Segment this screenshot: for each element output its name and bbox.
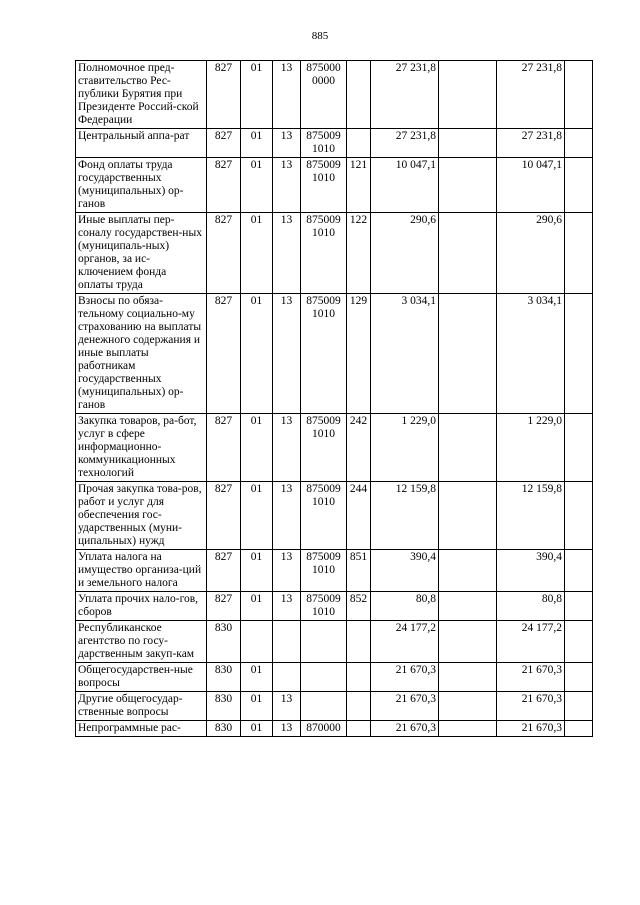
target-article-code: 875009 1010 xyxy=(301,414,347,482)
amount-total-cell: 3 034,1 xyxy=(497,294,565,414)
admin-code: 827 xyxy=(207,294,241,414)
table-row xyxy=(76,692,593,721)
subsection-code xyxy=(273,621,301,663)
subsection-code: 13 xyxy=(273,294,301,414)
amount-cell: 12 159,8 xyxy=(371,482,439,550)
item-name: Полномочное пред-ставительство Рес-публики Бурятия при Президенте Россий-ской Федерации xyxy=(76,61,207,129)
target-article-code: 870000 xyxy=(301,721,347,737)
item-name: Другие общегосудар-ственные вопросы xyxy=(76,692,207,721)
empty-cell xyxy=(439,482,497,550)
expense-type-code xyxy=(347,721,371,737)
expense-type-code: 242 xyxy=(347,414,371,482)
section-code: 01 xyxy=(241,482,273,550)
empty-cell xyxy=(439,692,497,721)
table-row xyxy=(76,414,593,482)
subsection-code: 13 xyxy=(273,129,301,158)
target-article-code: 875009 1010 xyxy=(301,158,347,213)
amount-cell: 3 034,1 xyxy=(371,294,439,414)
empty-cell xyxy=(439,550,497,592)
subsection-code: 13 xyxy=(273,414,301,482)
empty-cell xyxy=(565,213,593,294)
page-number: 885 xyxy=(311,30,329,42)
empty-cell xyxy=(439,621,497,663)
admin-code: 827 xyxy=(207,592,241,621)
subsection-code: 13 xyxy=(273,482,301,550)
amount-total-cell: 27 231,8 xyxy=(497,129,565,158)
empty-cell xyxy=(565,692,593,721)
section-code: 01 xyxy=(241,294,273,414)
empty-cell xyxy=(439,213,497,294)
table-row xyxy=(76,213,593,294)
target-article-code: 875009 1010 xyxy=(301,129,347,158)
admin-code: 827 xyxy=(207,482,241,550)
amount-cell: 21 670,3 xyxy=(371,721,439,737)
table-row xyxy=(76,592,593,621)
admin-code: 830 xyxy=(207,721,241,737)
amount-total-cell: 24 177,2 xyxy=(497,621,565,663)
empty-cell xyxy=(565,158,593,213)
item-name: Закупка товаров, ра-бот, услуг в сфере информационно-коммуникационных технологий xyxy=(76,414,207,482)
table-row xyxy=(76,129,593,158)
section-code: 01 xyxy=(241,213,273,294)
target-article-code: 875009 1010 xyxy=(301,550,347,592)
section-code: 01 xyxy=(241,129,273,158)
table-row xyxy=(76,663,593,692)
section-code: 01 xyxy=(241,692,273,721)
admin-code: 827 xyxy=(207,61,241,129)
empty-cell xyxy=(439,294,497,414)
amount-cell: 80,8 xyxy=(371,592,439,621)
item-name: Республиканское агентство по госу-дарственным закуп-кам xyxy=(76,621,207,663)
subsection-code: 13 xyxy=(273,550,301,592)
expense-type-code xyxy=(347,61,371,129)
empty-cell xyxy=(565,129,593,158)
section-code: 01 xyxy=(241,550,273,592)
item-name: Общегосударствен-ные вопросы xyxy=(76,663,207,692)
table-row xyxy=(76,721,593,737)
admin-code: 827 xyxy=(207,129,241,158)
amount-total-cell: 21 670,3 xyxy=(497,692,565,721)
subsection-code: 13 xyxy=(273,213,301,294)
amount-total-cell: 80,8 xyxy=(497,592,565,621)
table-row xyxy=(76,482,593,550)
empty-cell xyxy=(439,414,497,482)
admin-code: 827 xyxy=(207,550,241,592)
target-article-code: 875009 1010 xyxy=(301,482,347,550)
expense-type-code: 852 xyxy=(347,592,371,621)
target-article-code: 875009 1010 xyxy=(301,592,347,621)
amount-cell: 10 047,1 xyxy=(371,158,439,213)
section-code: 01 xyxy=(241,663,273,692)
admin-code: 830 xyxy=(207,692,241,721)
subsection-code xyxy=(273,663,301,692)
empty-cell xyxy=(565,294,593,414)
empty-cell xyxy=(439,592,497,621)
empty-cell xyxy=(439,61,497,129)
expense-type-code xyxy=(347,692,371,721)
item-name: Прочая закупка това-ров, работ и услуг для обеспечения гос-ударственных (муни-ципальных) нужд xyxy=(76,482,207,550)
admin-code: 827 xyxy=(207,213,241,294)
expense-type-code xyxy=(347,129,371,158)
target-article-code: 875009 1010 xyxy=(301,294,347,414)
amount-total-cell: 290,6 xyxy=(497,213,565,294)
item-name: Уплата налога на имущество организа-ций и земельного налога xyxy=(76,550,207,592)
section-code xyxy=(241,621,273,663)
subsection-code: 13 xyxy=(273,692,301,721)
amount-cell: 24 177,2 xyxy=(371,621,439,663)
admin-code: 827 xyxy=(207,414,241,482)
subsection-code: 13 xyxy=(273,721,301,737)
item-name: Непрограммные рас- xyxy=(76,721,207,737)
empty-cell xyxy=(565,592,593,621)
table-row xyxy=(76,158,593,213)
target-article-code xyxy=(301,692,347,721)
expense-type-code xyxy=(347,621,371,663)
amount-total-cell: 27 231,8 xyxy=(497,61,565,129)
empty-cell xyxy=(439,129,497,158)
subsection-code: 13 xyxy=(273,592,301,621)
amount-total-cell: 21 670,3 xyxy=(497,721,565,737)
amount-cell: 27 231,8 xyxy=(371,129,439,158)
empty-cell xyxy=(439,663,497,692)
item-name: Иные выплаты пер-соналу государствен-ных (муниципаль-ных) органов, за ис-ключением фонда оплаты труда xyxy=(76,213,207,294)
amount-cell: 1 229,0 xyxy=(371,414,439,482)
subsection-code: 13 xyxy=(273,158,301,213)
empty-cell xyxy=(565,414,593,482)
empty-cell xyxy=(565,61,593,129)
section-code: 01 xyxy=(241,414,273,482)
item-name: Взносы по обяза-тельному социально-му страхованию на выплаты денежного содержания и иные выплаты работникам государственных (муниципальных) ор-ганов xyxy=(76,294,207,414)
empty-cell xyxy=(565,621,593,663)
empty-cell xyxy=(565,663,593,692)
empty-cell xyxy=(565,721,593,737)
subsection-code: 13 xyxy=(273,61,301,129)
expense-type-code: 121 xyxy=(347,158,371,213)
section-code: 01 xyxy=(241,721,273,737)
amount-cell: 290,6 xyxy=(371,213,439,294)
table-row xyxy=(76,294,593,414)
target-article-code xyxy=(301,663,347,692)
section-code: 01 xyxy=(241,158,273,213)
admin-code: 830 xyxy=(207,663,241,692)
empty-cell xyxy=(565,550,593,592)
empty-cell xyxy=(439,721,497,737)
item-name: Уплата прочих нало-гов, сборов xyxy=(76,592,207,621)
section-code: 01 xyxy=(241,61,273,129)
budget-table-body xyxy=(76,61,593,737)
expense-type-code xyxy=(347,663,371,692)
section-code: 01 xyxy=(241,592,273,621)
item-name: Центральный аппа-рат xyxy=(76,129,207,158)
amount-total-cell: 12 159,8 xyxy=(497,482,565,550)
amount-total-cell: 390,4 xyxy=(497,550,565,592)
table-row xyxy=(76,61,593,129)
amount-cell: 27 231,8 xyxy=(371,61,439,129)
admin-code: 830 xyxy=(207,621,241,663)
table-row xyxy=(76,621,593,663)
amount-total-cell: 21 670,3 xyxy=(497,663,565,692)
amount-total-cell: 10 047,1 xyxy=(497,158,565,213)
item-name: Фонд оплаты труда государственных (муниципальных) ор-ганов xyxy=(76,158,207,213)
amount-total-cell: 1 229,0 xyxy=(497,414,565,482)
budget-table xyxy=(75,60,593,737)
amount-cell: 21 670,3 xyxy=(371,663,439,692)
empty-cell xyxy=(565,482,593,550)
amount-cell: 21 670,3 xyxy=(371,692,439,721)
amount-cell: 390,4 xyxy=(371,550,439,592)
target-article-code xyxy=(301,621,347,663)
expense-type-code: 244 xyxy=(347,482,371,550)
expense-type-code: 122 xyxy=(347,213,371,294)
empty-cell xyxy=(439,158,497,213)
target-article-code: 875000 0000 xyxy=(301,61,347,129)
table-row xyxy=(76,550,593,592)
expense-type-code: 851 xyxy=(347,550,371,592)
target-article-code: 875009 1010 xyxy=(301,213,347,294)
admin-code: 827 xyxy=(207,158,241,213)
expense-type-code: 129 xyxy=(347,294,371,414)
